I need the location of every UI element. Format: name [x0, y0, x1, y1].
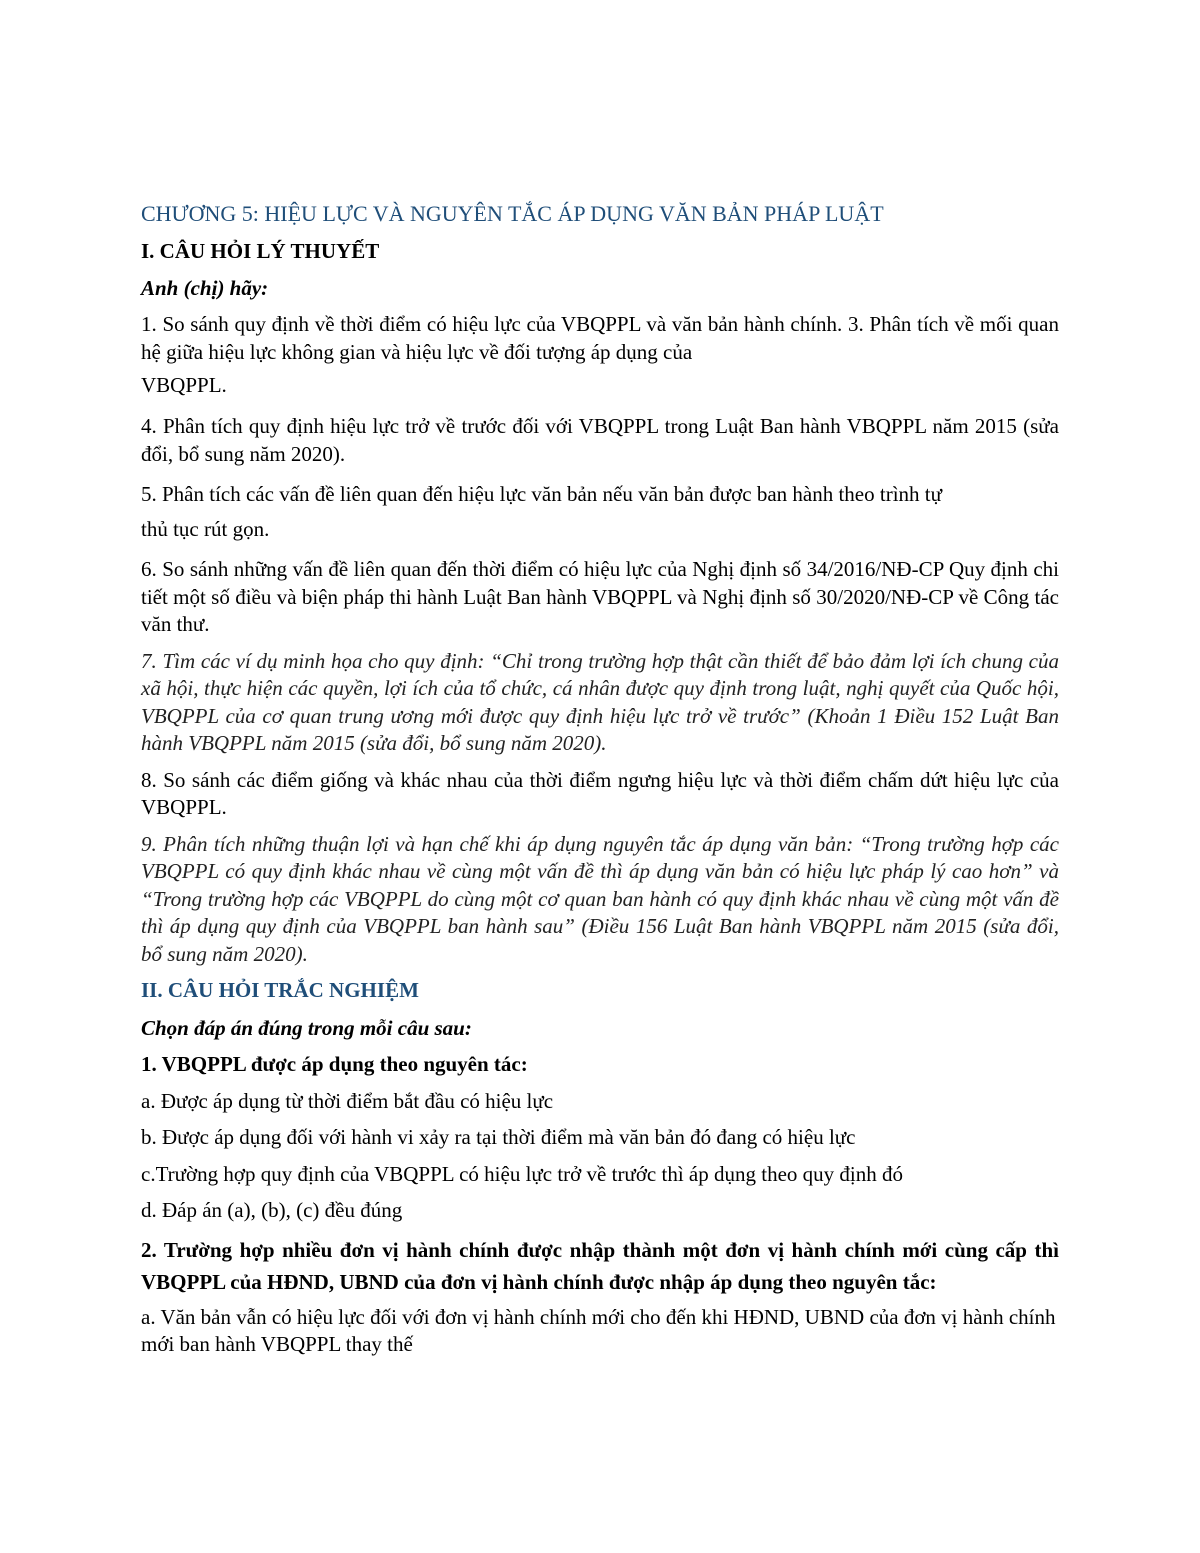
mc1-option-b: b. Được áp dụng đối với hành vi xảy ra tại thời điểm mà văn bản đó đang có hiệu lực [141, 1125, 856, 1149]
mc1-option-d: d. Đáp án (a), (b), (c) đều đúng [141, 1198, 403, 1222]
mc1-option-c: c.Trường hợp quy định của VBQPPL có hiệu lực trở về trước thì áp dụng theo quy định đó [141, 1161, 903, 1186]
question-1-3: 1. So sánh quy định về thời điểm có hiệu lực của VBQPPL và văn bản hành chính. 3. Phân tích về mối quan hệ giữa hiệu lực không gian và hiệu lực về đối tượng áp dụng của [141, 312, 1059, 364]
question-5-line1: 5. Phân tích các vấn đề liên quan đến hiệu lực văn bản nếu văn bản được ban hành theo trình tự [141, 482, 943, 506]
mc1-question: 1. VBQPPL được áp dụng theo nguyên tác: [141, 1052, 528, 1076]
question-7: 7. Tìm các ví dụ minh họa cho quy định: “Chỉ trong trường hợp thật cần thiết để bảo đảm lợi ích chung của xã hội, thực hiện các quyền, lợi ích của tổ chức, cá nhân được quy định trong luật, nghị quyết của Quốc hội, VBQPPL của cơ quan trung ương mới được quy định hiệu lực trở về trước” (Khoản 1 Điều 152 Luật Ban hành VBQPPL năm 2015 (sửa đổi, bổ sung năm 2020). [141, 648, 1059, 755]
document-page [141, 200, 1059, 1368]
question-4: 4. Phân tích quy định hiệu lực trở về trước đối với VBQPPL trong Luật Ban hành VBQPPL năm 2015 (sửa đổi, bổ sung năm 2020). [141, 414, 1059, 466]
section1-title: I. CÂU HỎI LÝ THUYẾT [141, 239, 380, 263]
section2-prompt: Chọn đáp án đúng trong mỗi câu sau: [141, 1015, 472, 1040]
question-8: 8. So sánh các điểm giống và khác nhau của thời điểm ngưng hiệu lực và thời điểm chấm dứt hiệu lực của VBQPPL. [141, 767, 1059, 819]
chapter-title: CHƯƠNG 5: HIỆU LỰC VÀ NGUYÊN TẮC ÁP DỤNG VĂN BẢN PHÁP LUẬT [141, 201, 884, 226]
mc2-option-a: a. Văn bản vẫn có hiệu lực đối với đơn vị hành chính mới cho đến khi HĐND, UBND của đơn vị hành chính mới ban hành VBQPPL thay thế [141, 1304, 1056, 1356]
mc2-question: 2. Trường hợp nhiều đơn vị hành chính được nhập thành một đơn vị hành chính mới cùng cấp thì VBQPPL của HĐND, UBND của đơn vị hành chính được nhập áp dụng theo nguyên tắc: [141, 1237, 1059, 1294]
question-9: 9. Phân tích những thuận lợi và hạn chế khi áp dụng nguyên tắc áp dụng văn bản: “Trong trường hợp các VBQPPL có quy định khác nhau về cùng một vấn đề thì áp dụng văn bản có hiệu lực pháp lý cao hơn” và “Trong trường hợp các VBQPPL do cùng một cơ quan ban hành có quy định khác nhau về cùng một vấn đề thì áp dụng quy định của VBQPPL ban hành sau” (Điều 156 Luật Ban hành VBQPPL năm 2015 (sửa đổi, bổ sung năm 2020). [141, 831, 1059, 966]
question-1-3-continued: VBQPPL. [141, 373, 227, 397]
question-5-line2: thủ tục rút gọn. [141, 517, 270, 541]
mc1-option-a: a. Được áp dụng từ thời điểm bắt đầu có hiệu lực [141, 1088, 554, 1113]
section1-prompt: Anh (chị) hãy: [141, 275, 269, 300]
question-6: 6. So sánh những vấn đề liên quan đến thời điểm có hiệu lực của Nghị định số 34/2016/NĐ-CP Quy định chi tiết một số điều và biện pháp thi hành Luật Ban hành VBQPPL và Nghị định số 30/2020/NĐ-CP về Công tác văn thư. [141, 557, 1059, 636]
section2-title: II. CÂU HỎI TRẮC NGHIỆM [141, 978, 419, 1002]
